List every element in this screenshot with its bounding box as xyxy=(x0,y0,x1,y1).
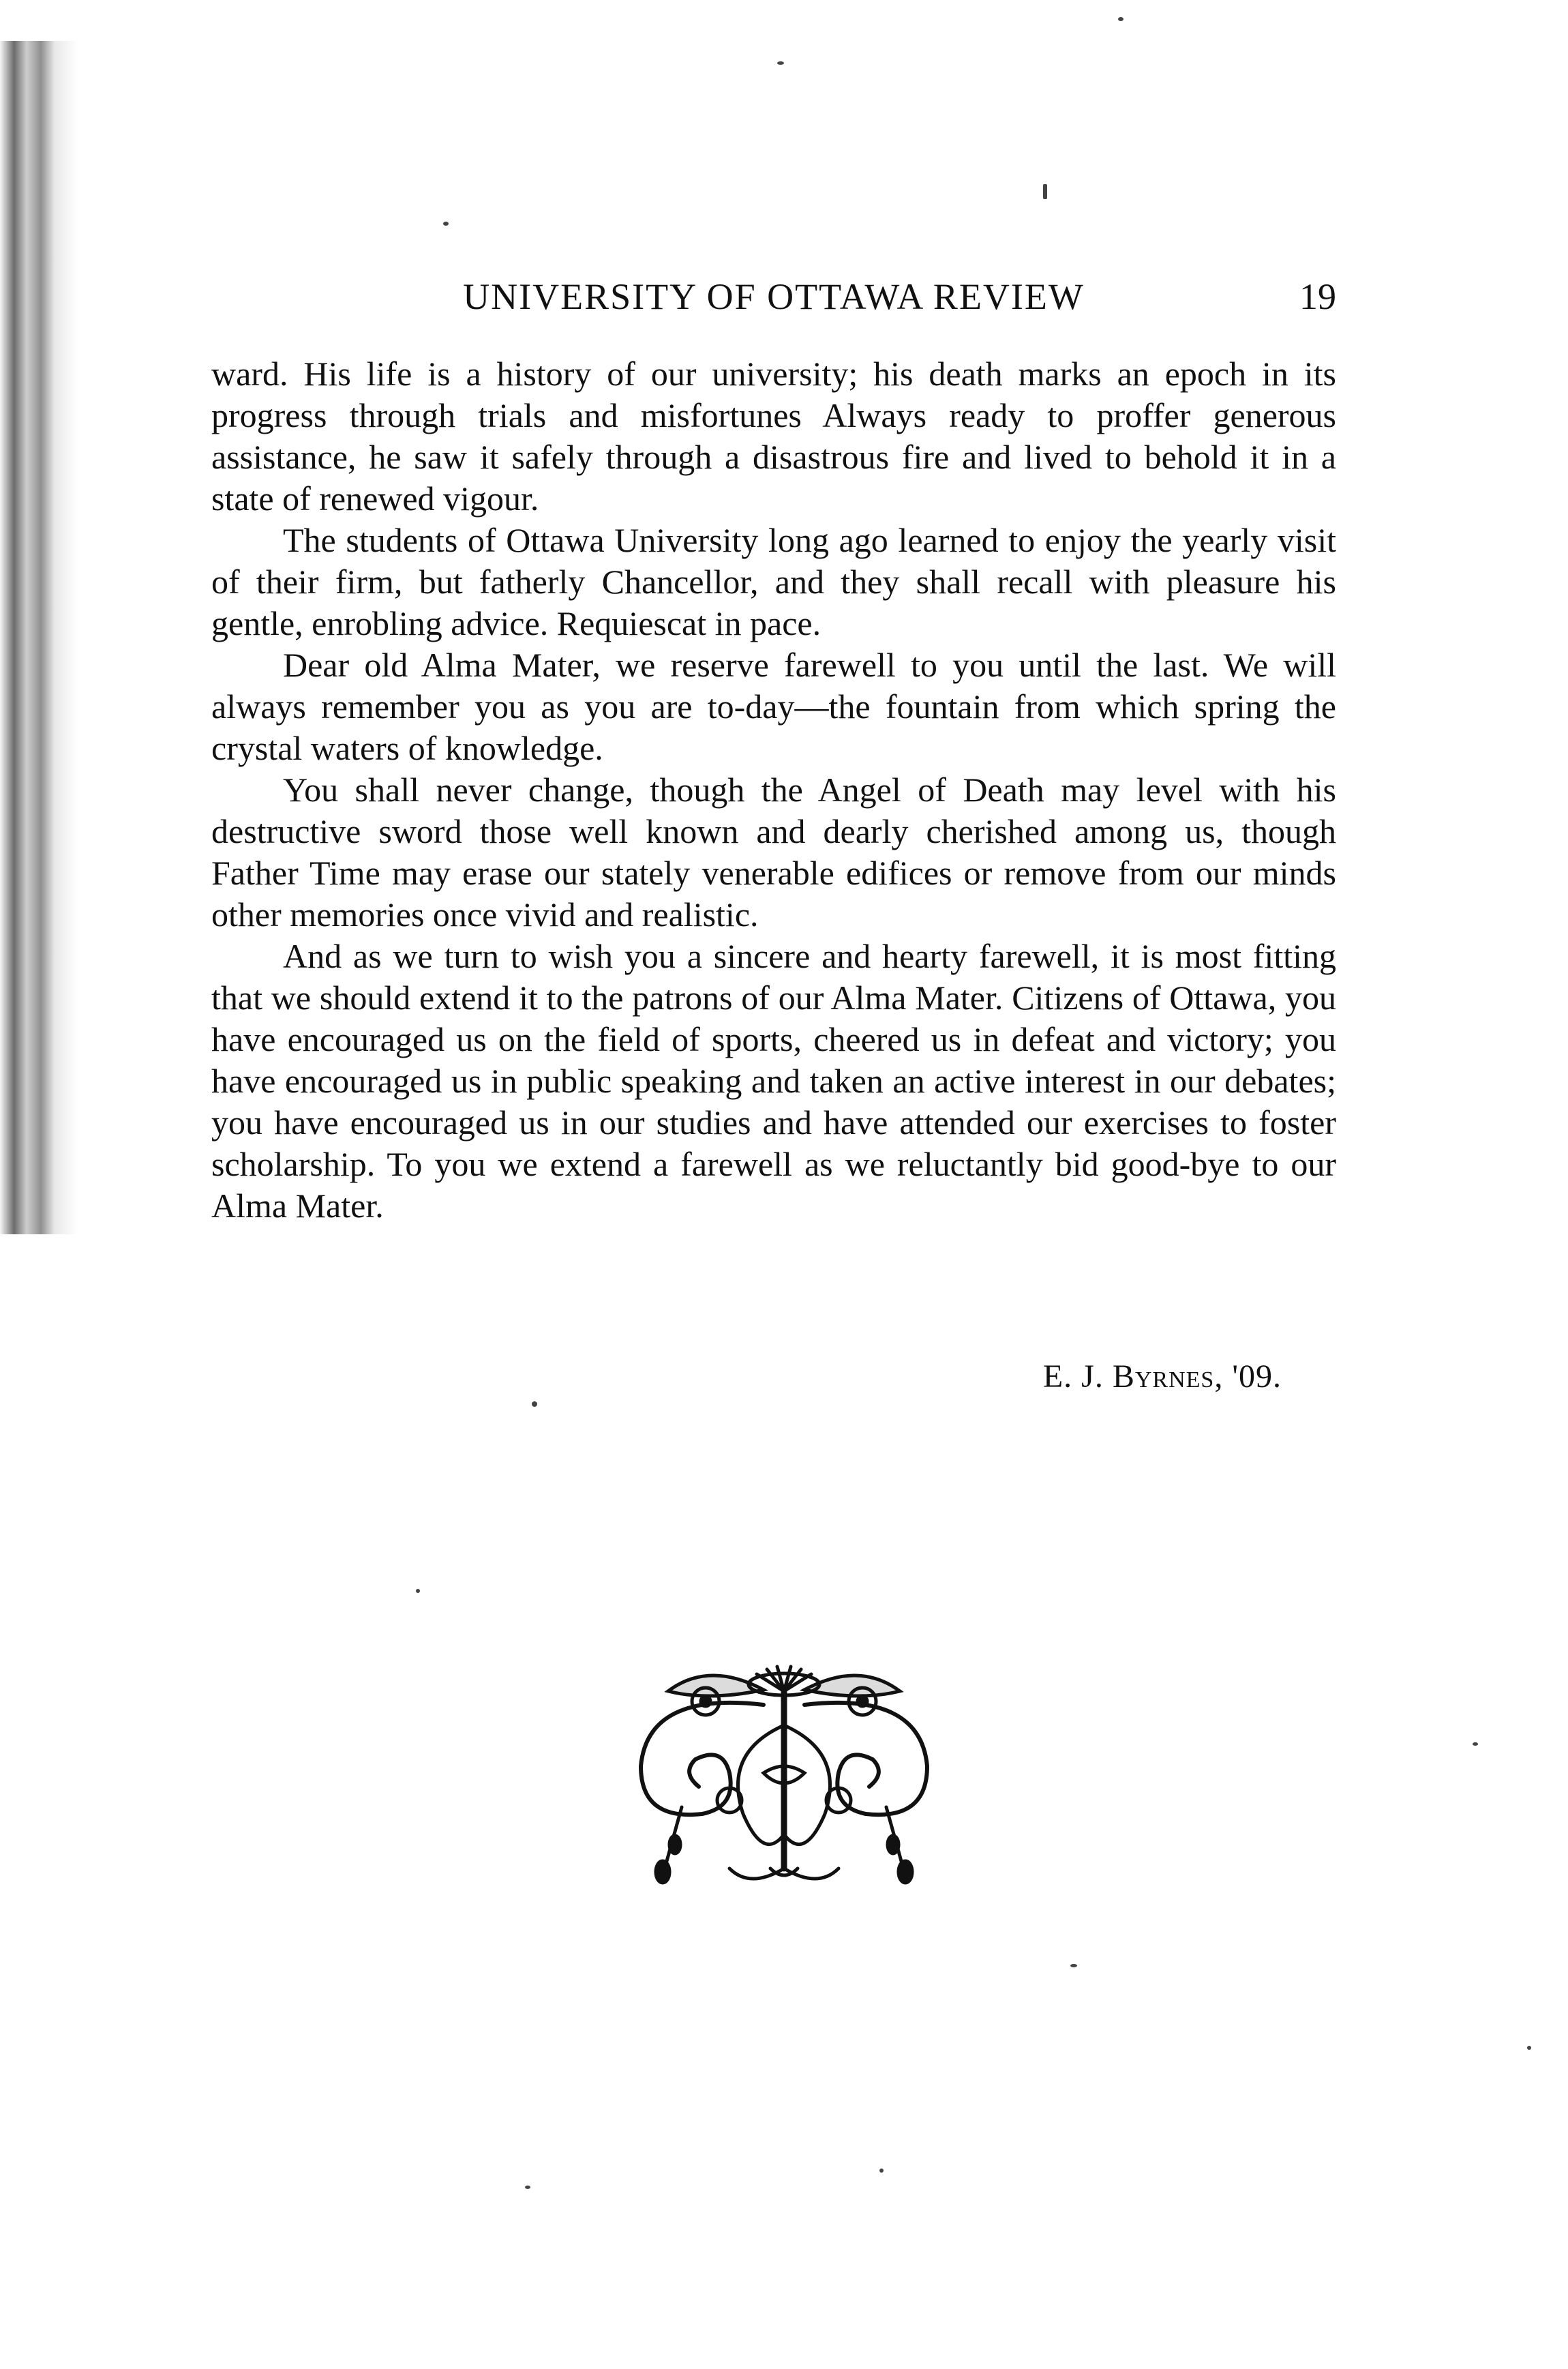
page-number: 19 xyxy=(1299,276,1336,317)
paper-speck xyxy=(1043,184,1047,199)
paper-speck xyxy=(1527,2046,1531,2050)
floral-tailpiece-icon xyxy=(627,1664,941,1889)
page-header xyxy=(211,269,1336,324)
signature-initials: E. J. xyxy=(1042,1358,1104,1395)
paper-speck xyxy=(532,1401,537,1407)
paper-speck xyxy=(777,61,784,65)
paper-speck xyxy=(1473,1742,1478,1746)
paragraph-5: And as we turn to wish you a sincere and hearty farewell, it is most fitting that we should extend it to the patrons of our Alma Mater. Citizens of Ottawa, you have encouraged us on the field of sports, cheered us in defeat and victory; you have encouraged us in public speaking and taken an active interest in our debates; you have encouraged us in our studies and have attended our exercises to foster scholarship. To you we extend a farewell as we reluctantly bid good-bye to our Alma Mater. xyxy=(211,937,1336,1225)
paragraph-1: ward. His life is a history of our university; his death marks an epoch in its progress through trials and misfortunes Always ready to proffer generous assistance, he saw it safely through a disastrous fire and lived to behold it in a state of renewed vigour. xyxy=(211,355,1336,518)
paper-speck xyxy=(1070,1964,1077,1967)
paper-speck xyxy=(416,1589,420,1593)
paper-speck xyxy=(1118,17,1124,21)
signature-year: '09. xyxy=(1232,1358,1282,1395)
paragraph-2: The students of Ottawa University long ago learned to enjoy the yearly visit of their firm, but fatherly Chancellor, and they shall recall with pleasure his gentle, enrobling advice. Requiescat in pace. xyxy=(211,521,1336,642)
signature-surname: Byrnes, xyxy=(1112,1358,1224,1395)
paper-speck xyxy=(525,2186,530,2189)
page-binding-edge xyxy=(0,41,78,1234)
running-title: UNIVERSITY OF OTTAWA REVIEW xyxy=(463,276,1085,317)
paper-speck xyxy=(879,2169,884,2173)
article-body xyxy=(211,353,1336,1227)
paragraph-3: Dear old Alma Mater, we reserve farewell to you until the last. We will always remember you as you are to-day—the fountain from which spring the crystal waters of knowledge. xyxy=(211,646,1336,767)
paragraph-4: You shall never change, though the Angel of Death may level with his destructive sword those well known and dearly cherished among us, though Father Time may erase our stately venerable edifices or remove from our minds other memories once vivid and realistic. xyxy=(211,771,1336,934)
author-signature xyxy=(211,1356,1282,1397)
paper-speck xyxy=(443,222,449,226)
